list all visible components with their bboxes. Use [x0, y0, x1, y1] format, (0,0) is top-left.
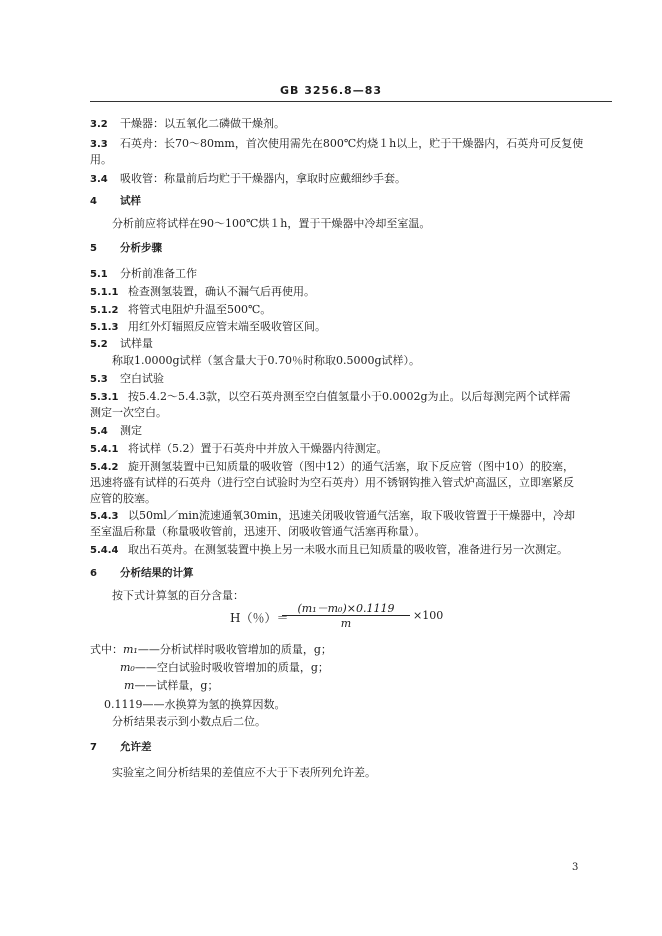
clause-5-3 [90, 371, 164, 387]
clause-text: 分析前准备工作 [120, 267, 197, 280]
header-rule [90, 101, 612, 102]
clause-5-4-3 [90, 508, 575, 524]
clause-3-2 [90, 116, 285, 132]
clause-5-4-1 [90, 441, 388, 457]
clause-text: 检查测氢装置，确认不漏气后再使用。 [128, 285, 315, 298]
clause-number: 3.2 [90, 119, 108, 130]
clause-5-4-2 [90, 459, 574, 475]
def-text: ——水换算为氢的换算因数。 [142, 698, 286, 711]
hydrogen-formula [0, 598, 662, 632]
clause-5-4-2-cont2: 应管的胶塞。 [90, 492, 156, 505]
clause-text: 石英舟：长70～80mm，首次使用需先在800℃灼烧１h以上，贮于干燥器内，石英舟可反复使 [120, 137, 584, 150]
clause-number: 5.3 [90, 374, 108, 385]
result-note: 分析结果表示到小数点后二位。 [112, 715, 266, 728]
section-7-body: 实验室之间分析结果的差值应不大于下表所列允许差。 [112, 766, 376, 779]
clause-text: 旋开测氢装置中已知质量的吸收管（图中12）的通气活塞，取下反应管（图中10）的胶塞， [128, 460, 574, 473]
clause-number: 5.4.4 [90, 545, 119, 556]
def-symbol: m₀ [120, 661, 135, 674]
clause-5-4-4 [90, 542, 568, 558]
section-number: 4 [90, 196, 97, 207]
page-number: 3 [572, 862, 579, 873]
section-title: 允许差 [120, 741, 152, 753]
clause-number: 5.4 [90, 426, 108, 437]
section-number: 5 [90, 243, 97, 254]
fraction-bar [282, 615, 410, 616]
clause-number: 5.2 [90, 339, 108, 350]
section-number: 7 [90, 742, 97, 753]
clause-number: 3.4 [90, 174, 108, 185]
clause-5-4-3-cont: 至室温后称量（称量吸收管前，迅速开、闭吸收管通气活塞再称量）。 [90, 525, 426, 538]
def-symbol: 0.1119 [104, 698, 143, 711]
section-5-heading [90, 241, 162, 256]
section-4-heading [90, 194, 141, 209]
clause-5-2-body: 称取1.0000g试样（氢含量大于0.70％时称取0.5000g试样）。 [112, 354, 421, 367]
section-6-heading [90, 566, 194, 581]
clause-5-1 [90, 266, 197, 282]
clause-number: 5.4.1 [90, 444, 119, 455]
clause-5-3-1-cont: 测定一次空白。 [90, 406, 167, 419]
clause-number: 3.3 [90, 139, 108, 150]
clause-number: 5.1.1 [90, 287, 119, 298]
section-title: 试样 [120, 195, 141, 207]
clause-text: 试样量 [120, 337, 153, 350]
clause-text: 测定 [120, 424, 142, 437]
def-text: ——空白试验时吸收管增加的质量，g； [134, 661, 329, 674]
definitions-lead [90, 642, 332, 657]
clause-5-1-3 [90, 319, 326, 335]
clause-text: 干燥器：以五氧化二磷做干燥剂。 [120, 117, 285, 130]
clause-text: 用红外灯辐照反应管末端至吸收管区间。 [128, 320, 326, 333]
formula-denominator: m [340, 617, 352, 630]
clause-number: 5.1.3 [90, 322, 119, 333]
clause-text: 空白试验 [120, 372, 164, 385]
formula-numerator: (m₁－m₀)×0.1119 [297, 602, 395, 615]
section-title: 分析步骤 [120, 242, 162, 254]
clause-3-4 [90, 171, 406, 187]
section-6-intro: 按下式计算氢的百分含量： [112, 589, 244, 602]
clause-5-4 [90, 423, 142, 439]
def-symbol: m₁ [123, 643, 138, 656]
clause-5-3-1 [90, 389, 571, 405]
clause-text: 吸收管：称量前后均贮于干燥器内，拿取时应戴细纱手套。 [120, 172, 406, 185]
clause-5-1-2 [90, 302, 271, 318]
section-title: 分析结果的计算 [120, 567, 194, 579]
formula-lhs: H（％）＝ [230, 611, 289, 625]
clause-text: 将管式电阻炉升温至500℃。 [128, 303, 272, 316]
clause-3-3-cont: 用。 [90, 153, 112, 166]
def-symbol: m [124, 679, 135, 692]
clause-number: 5.1.2 [90, 305, 119, 316]
clause-text: 取出石英舟。在测氢装置中换上另一未吸水而且已知质量的吸收管，准备进行另一次测定。 [128, 543, 568, 556]
formula-multiplier: ×100 [413, 609, 444, 622]
clause-3-3 [90, 136, 583, 152]
standard-header: GB 3256.8—83 [280, 84, 382, 97]
section-4-body: 分析前应将试样在90～100℃烘１h，置于干燥器中冷却至室温。 [112, 217, 431, 230]
clause-number: 5.3.1 [90, 392, 119, 403]
clause-number: 5.4.3 [90, 511, 119, 522]
clause-5-1-1 [90, 284, 315, 300]
section-7-heading [90, 740, 152, 755]
clause-text: 按5.4.2～5.4.3款，以空石英舟测至空白值氢量小于0.0002g为止。以后每测完两个试样需 [128, 390, 571, 403]
definition-m0 [120, 660, 329, 675]
clause-text: 将试样（5.2）置于石英舟中并放入干燥器内待测定。 [128, 442, 388, 455]
def-text: ——分析试样时吸收管增加的质量，g； [137, 643, 332, 656]
clause-number: 5.1 [90, 269, 108, 280]
clause-number: 5.4.2 [90, 462, 119, 473]
definition-m [124, 678, 218, 693]
clause-text: 以50ml／min流速通氧30min，迅速关闭吸收管通气活塞，取下吸收管置于干燥器中，冷却 [128, 509, 576, 522]
definition-factor [104, 697, 286, 712]
clause-5-2 [90, 336, 153, 352]
where-label: 式中： [90, 643, 123, 656]
def-text: ——试样量，g； [134, 679, 219, 692]
clause-5-4-2-cont1: 迅速将盛有试样的石英舟（进行空白试验时为空石英舟）用不锈钢钩推入管式炉高温区，立即塞紧反 [90, 476, 574, 489]
section-number: 6 [90, 568, 97, 579]
